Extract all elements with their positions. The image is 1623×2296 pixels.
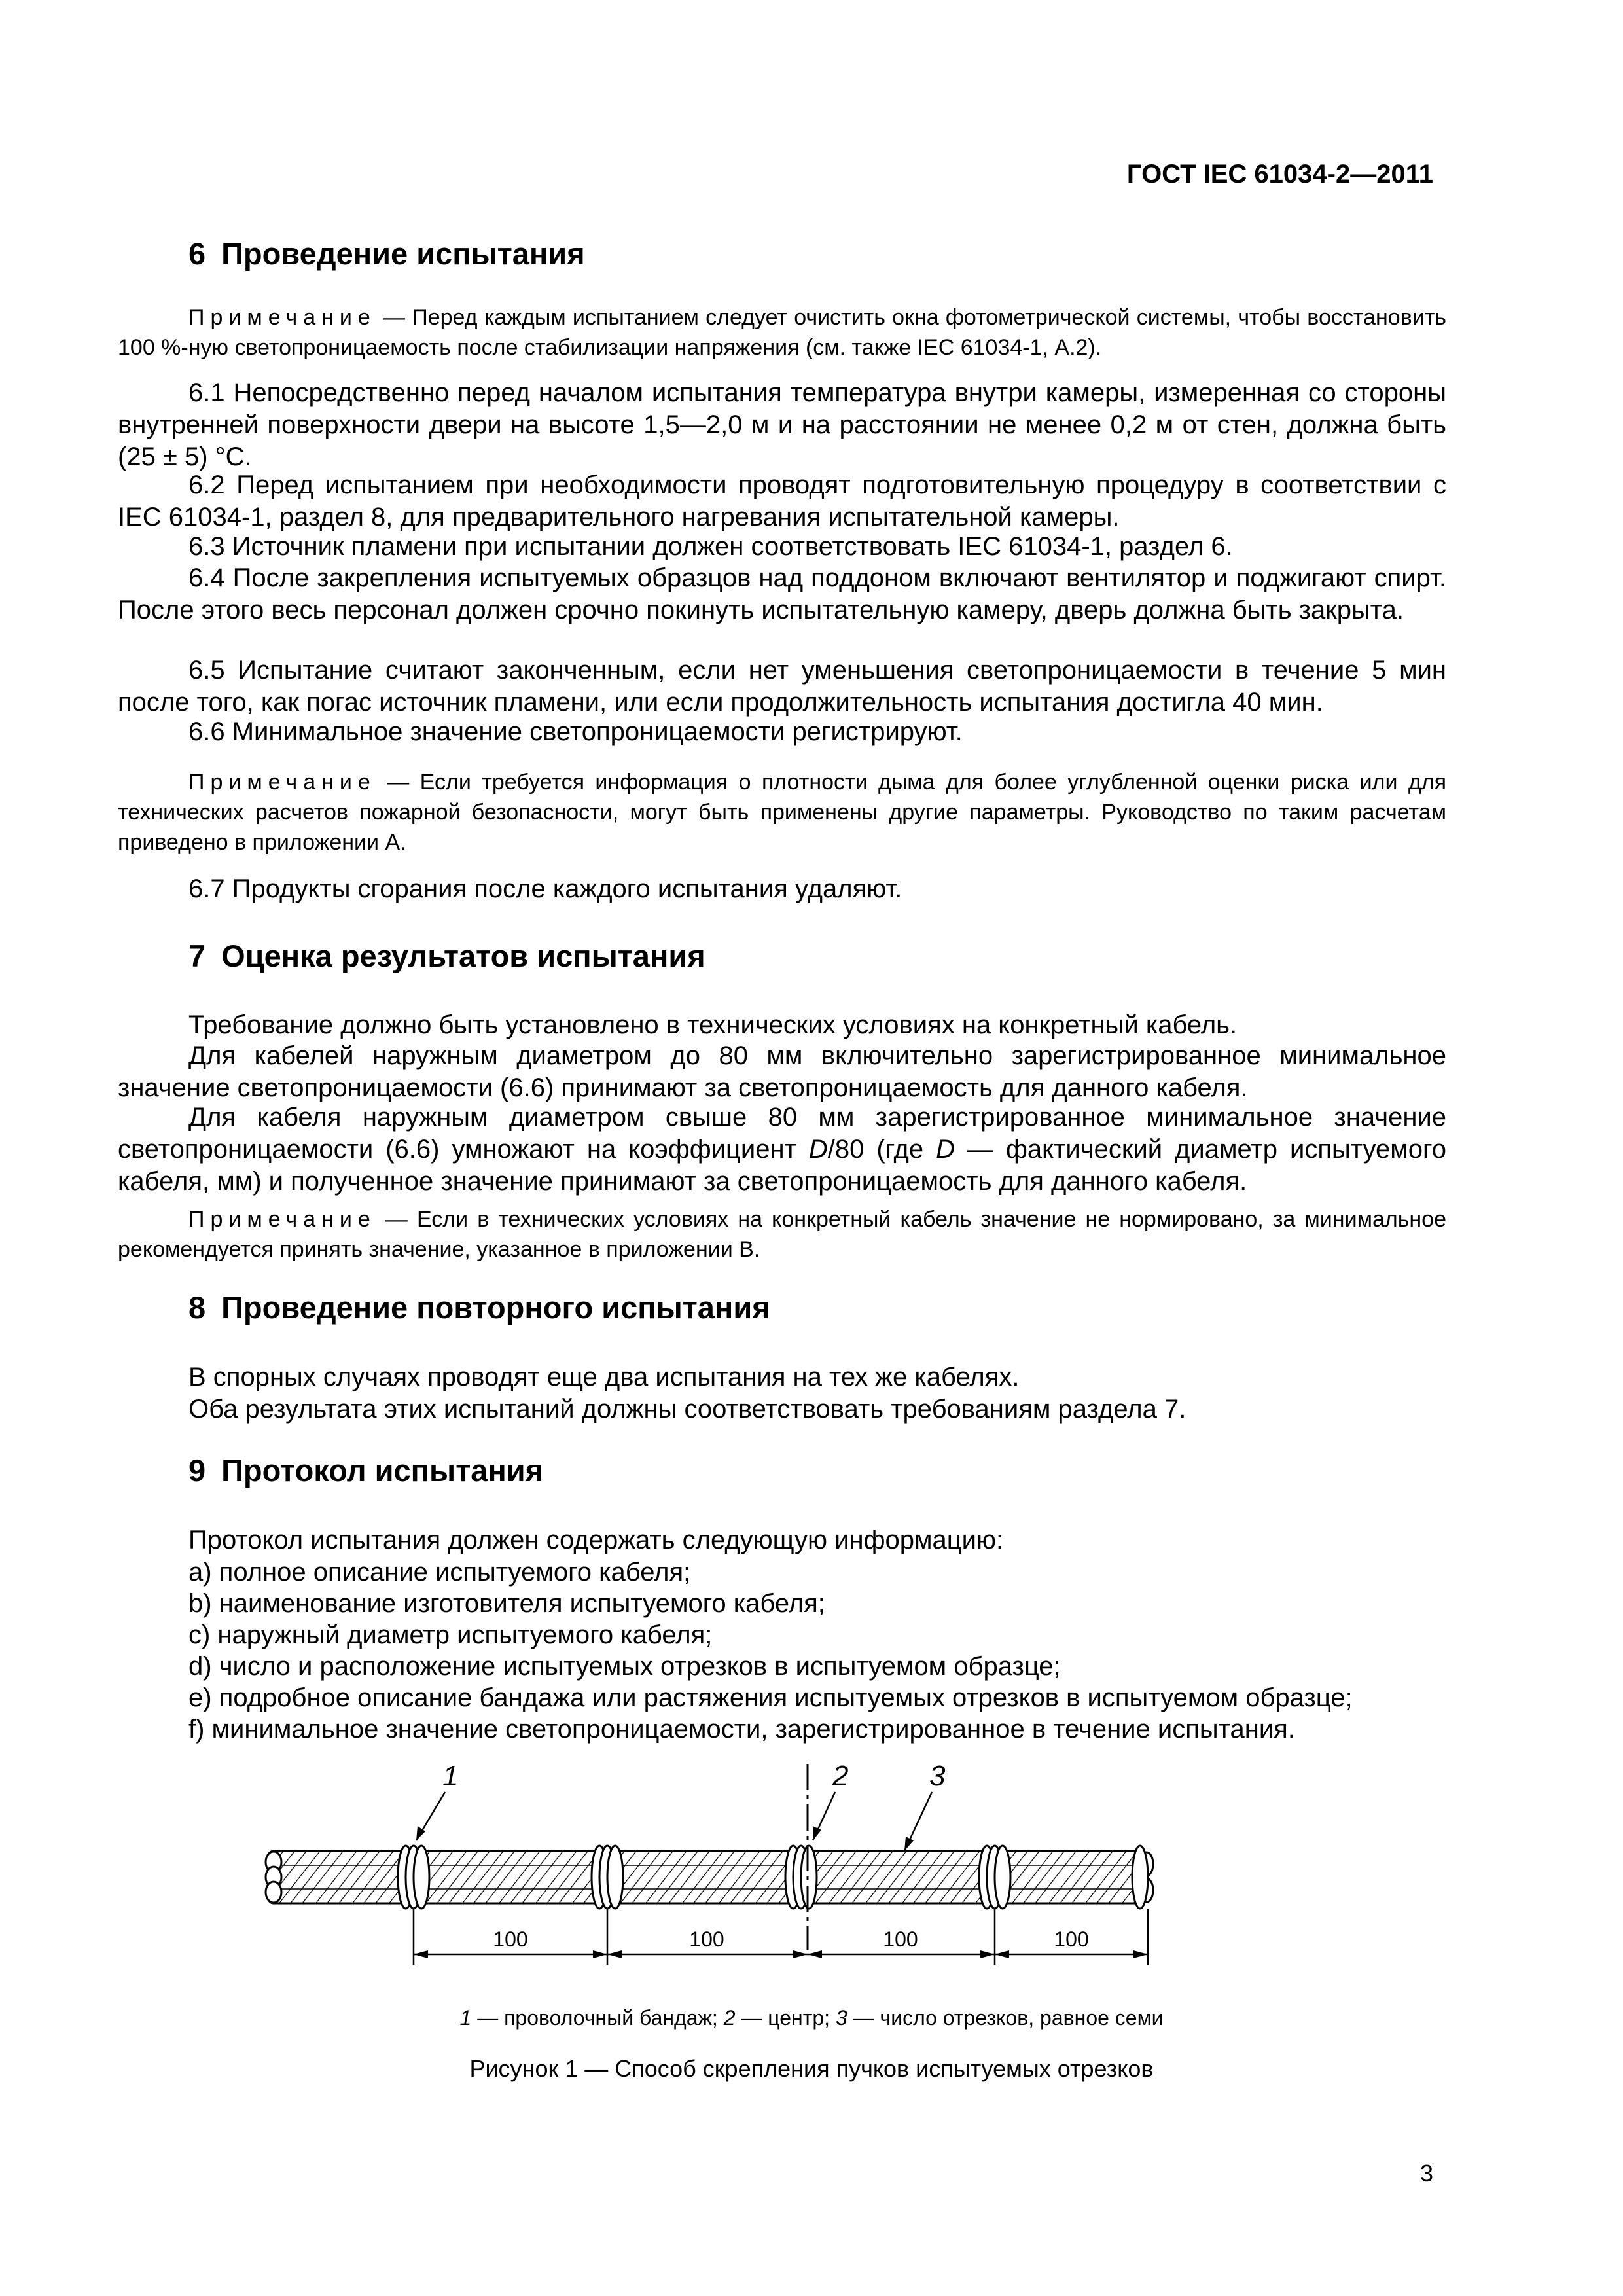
dimension-label: 100 (493, 1928, 528, 1951)
section-title: Оценка результатов испытания (221, 939, 705, 973)
symbol-d: D (936, 1135, 955, 1164)
section-number: 9 (188, 1453, 206, 1488)
symbol-d: D (808, 1135, 828, 1164)
svg-text:3: 3 (929, 1760, 946, 1792)
list-item: b) наименование изготовителя испытуемого кабеля; (188, 1589, 825, 1618)
paragraph-6-6: 6.6 Минимальное значение светопроницаемости регистрируют. (188, 717, 963, 746)
list-item: е) подробное описание бандажа или растяжения испытуемых отрезков в испытуемом образце; (188, 1683, 1353, 1712)
list-item: с) наружный диаметр испытуемого кабеля; (188, 1621, 713, 1649)
dimension-label: 100 (883, 1928, 918, 1951)
callout-2 (813, 1760, 848, 1840)
wire-bandage (592, 1846, 623, 1909)
figure-legend (118, 2006, 1505, 2030)
paragraph-9-intro: Протокол испытания должен содержать следующую информацию: (188, 1526, 1004, 1554)
section-title: Проведение испытания (221, 236, 585, 271)
legend-number: 2 (723, 2006, 736, 2030)
paragraph-8-2: Оба результата этих испытаний должны соответствовать требованиям раздела 7. (188, 1395, 1186, 1424)
paragraph-7-1: Требование должно быть установлено в технических условиях на конкретный кабель. (188, 1011, 1238, 1039)
wire-bandage (785, 1846, 817, 1909)
paragraph-7-2: Для кабелей наружным диаметром до 80 мм включительно зарегистрированное минимальное значение светопроницаемости (6.6) принимают за светопроницаемость для данного кабеля. (118, 1041, 1446, 1102)
section-8-heading (188, 1289, 770, 1325)
section-number: 8 (188, 1290, 206, 1325)
paragraph-6-4: 6.4 После закрепления испытуемых образцов над поддоном включают вентилятор и поджигают спирт. После этого весь персонал должен срочно покинуть испытательную камеру, дверь должна быть закрыта. (118, 564, 1446, 624)
section-title: Проведение повторного испытания (221, 1290, 770, 1325)
legend-number: 1 (459, 2006, 472, 2030)
paragraph-6-5: 6.5 Испытание считают законченным, если нет уменьшения светопроницаемости в течение 5 мин после того, как погас источник пламени, или если продолжительность испытания достигла 40 мин. (118, 656, 1446, 717)
wire-bandage (398, 1846, 429, 1909)
cable-end-left (266, 1852, 281, 1903)
callout-1 (416, 1760, 458, 1840)
note-7 (118, 1204, 1446, 1265)
wire-bandage (1132, 1846, 1148, 1909)
section-title: Протокол испытания (221, 1453, 544, 1488)
note-label: Примечание (188, 1207, 376, 1232)
section-number: 7 (188, 939, 206, 973)
text-run: — фактический диаметр испытуемого кабеля, мм) и полученное значение принимают за светопроницаемость для данного кабеля. (118, 1135, 1446, 1196)
paragraph-6-3: 6.3 Источник пламени при испытании должен соответствовать IEC 61034-1, раздел 6. (188, 532, 1233, 561)
note-6-1 (118, 302, 1446, 363)
page-number: 3 (1419, 2160, 1433, 2187)
note-label: Примечание (188, 770, 376, 795)
text-run: Для кабеля наружным диаметром свыше 80 мм зарегистрированное минимальное значение светопроницаемости (6.6) умножают на коэффициент (118, 1103, 1446, 1164)
section-7-heading (188, 938, 705, 974)
svg-text:2: 2 (832, 1760, 849, 1792)
paragraph-6-1: 6.1 Непосредственно перед началом испытания температура внутри камеры, измеренная со стороны внутренней поверхности двери на высоте 1,5—2,0 м и на расстоянии не менее 0,2 м от стен, должна быть (25 ± 5) °С. (118, 378, 1446, 471)
section-number: 6 (188, 236, 206, 271)
svg-text:1: 1 (442, 1760, 459, 1792)
cable-bundle-figure (249, 1754, 1230, 1970)
note-text: — Перед каждым испытанием следует очистить окна фотометрической системы, чтобы восстановить 100 %-ную светопроницаемость после стабилизации напряжения (см. также IEC 61034-1, А.2). (118, 305, 1446, 360)
legend-text: — центр; (735, 2006, 836, 2030)
wire-bandage (979, 1846, 1010, 1909)
section-9-heading (188, 1452, 543, 1488)
paragraph-6-7: 6.7 Продукты сгорания после каждого испытания удаляют. (188, 874, 902, 903)
legend-text: — проволочный бандаж; (471, 2006, 724, 2030)
dimension-label: 100 (689, 1928, 724, 1951)
list-item: d) число и расположение испытуемых отрезков в испытуемом образце; (188, 1652, 1061, 1681)
note-text: — Если требуется информация о плотности дыма для более углубленной оценки риска или для технических расчетов пожарной безопасности, могут быть применены другие параметры. Руководство по таким расчетам приведено в приложении А. (118, 770, 1446, 855)
paragraph-7-3 (118, 1102, 1446, 1198)
figure-caption: Рисунок 1 — Способ скрепления пучков испытуемых отрезков (469, 2055, 1154, 2082)
list-item: а) полное описание испытуемого кабеля; (188, 1558, 691, 1587)
list-item: f) минимальное значение светопроницаемости, зарегистрированное в течение испытания. (188, 1715, 1295, 1744)
legend-text: — число отрезков, равное семи (847, 2006, 1164, 2030)
paragraph-6-2: 6.2 Перед испытанием при необходимости проводят подготовительную процедуру в соответствии с IEC 61034-1, раздел 8, для предварительного нагревания испытательной камеры. (118, 471, 1446, 531)
section-6-heading (188, 236, 585, 272)
note-text: — Если в технических условиях на конкретный кабель значение не нормировано, за минимальное рекомендуется принять значение, указанное в приложении В. (118, 1207, 1446, 1262)
dimension-labels (493, 1928, 1088, 1951)
callout-3 (904, 1760, 946, 1851)
legend-number: 3 (835, 2006, 847, 2030)
document-header: ГОСТ IEC 61034-2—2011 (1126, 160, 1433, 188)
note-6-2 (118, 767, 1446, 857)
dimension-label: 100 (1054, 1928, 1089, 1951)
paragraph-8-1: В спорных случаях проводят еще два испытания на тех же кабелях. (188, 1363, 1020, 1391)
note-label: Примечание (188, 305, 376, 330)
text-run: /80 (где (827, 1135, 936, 1164)
